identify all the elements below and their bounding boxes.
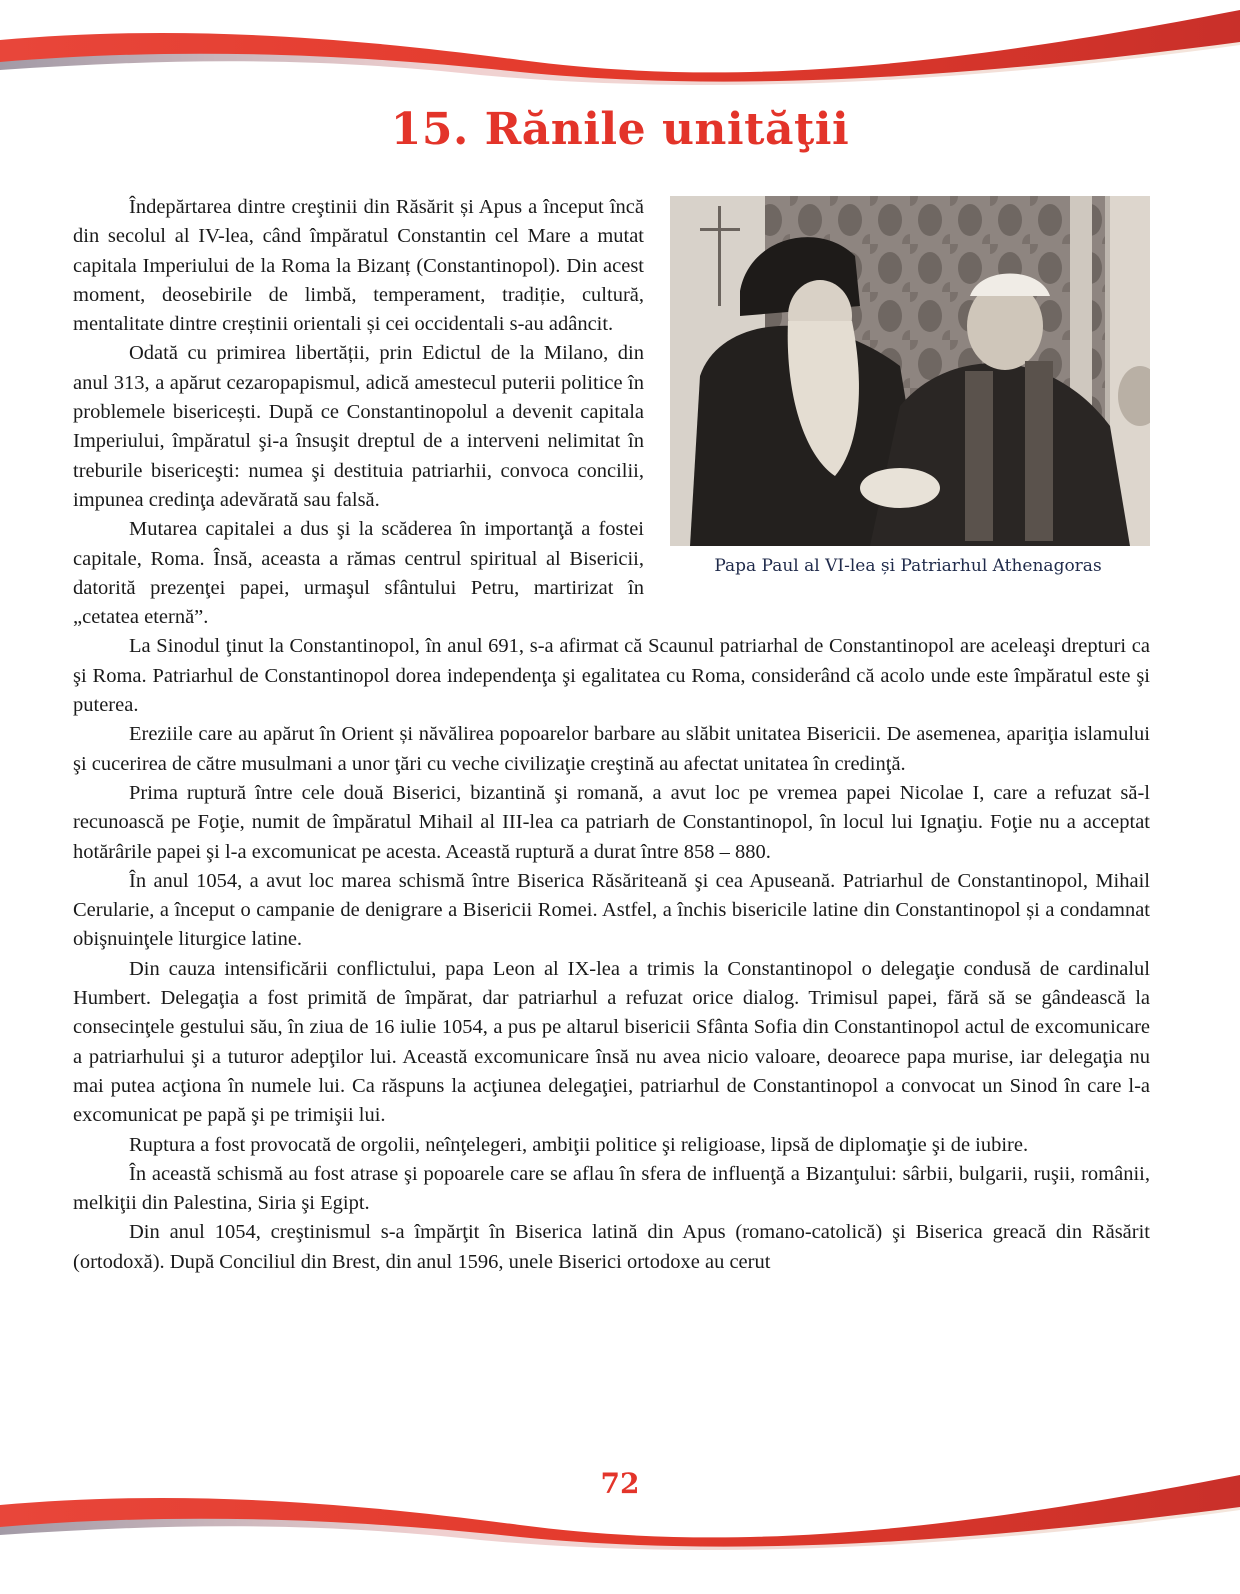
paragraph: Ruptura a fost provocată de orgolii, neînţelegeri, ambiţii politice şi religioase, lipsă de diplomaţie şi de iubire. [129,1133,1029,1156]
paragraph: Ereziile care au apărut în Orient și năvălirea popoarelor barbare au slăbit unitatea Bisericii. De asemenea, apariţia islamului şi cucerirea de către musulmani a unor ţări cu veche civilizaţie creştină au afectat unitatea în credinţă. [73,723,1150,775]
decorative-wave-bottom [0,1430,1240,1570]
historical-photo [670,196,1150,546]
paragraph: Odată cu primirea libertății, prin Edictul de la Milano, din anul 313, a apărut cezaropapismul, adică amestecul puterii politice în problemele bisericești. După ce Constantinopolul a devenit capitala Imperiului, împăratul şi-a însuşit dreptul de a interveni nelimitat în treburile bisericeşti: numea şi destituia patriarhii, convoca concilii, impunea credinţa adevărată sau falsă. [73,342,644,511]
paragraph: Prima ruptură între cele două Biserici, bizantină şi romană, a avut loc pe vremea papei Nicolae I, care a refuzat să-l recunoască pe Foţie, numit de împăratul Mihail al III-lea ca patriarh de Constantinopol, în locul lui Ignaţiu. Foţie nu a acceptat hotărârile papei şi l-a excomunicat pe acesta. Această ruptură a durat între 858 – 880. [73,781,1150,863]
photo-figure [666,196,1150,580]
article-body [73,193,1150,1277]
decorative-wave-top [0,0,1240,100]
paragraph: Din anul 1054, creştinismul s-a împărţit în Biserica latină din Apus (romano-catolică) şi Biserica greacă din Răsărit (ortodoxă). După Conciliul din Brest, din anul 1596, unele Biserici ortodoxe au cerut [73,1221,1150,1273]
page-number: 72 [600,1467,640,1500]
paragraph: La Sinodul ţinut la Constantinopol, în anul 691, s-a afirmat că Scaunul patriarhal de Constantinopol are aceleaşi drepturi ca şi Roma. Patriarhul de Constantinopol dorea independenţa şi egalitatea cu Roma, considerând că acolo unde este împăratul este şi puterea. [73,635,1150,717]
paragraph: În anul 1054, a avut loc marea schismă între Biserica Răsăriteană şi cea Apuseană. Patriarhul de Constantinopol, Mihail Cerularie, a început o campanie de denigrare a Bisericii Romei. Astfel, a închis bisericile latine din Constantinopol și a condamnat obişnuinţele liturgice latine. [73,869,1150,951]
paragraph: Mutarea capitalei a dus şi la scăderea în importanţă a fostei capitale, Roma. Însă, aceasta a rămas centrul spiritual al Bisericii, datorită prezenţei papei, urmaşul sfântului Petru, martirizat în „cetatea eternă”. [73,518,644,629]
page-title: 15. Rănile unităţii [390,104,850,155]
paragraph: Îndepărtarea dintre creştinii din Răsărit și Apus a început încă din secolul al IV-lea, când împăratul Constantin cel Mare a mutat capitala Imperiului de la Roma la Bizanț (Constantinopol). Din acest moment, deosebirile de limbă, temperament, tradiție, cultură, mentalitate dintre creștinii orientali și cei occidentali s-au adâncit. [73,196,644,336]
photo-caption: Papa Paul al VI-lea și Patriarhul Athenagoras [714,556,1102,576]
paragraph: În această schismă au fost atrase şi popoarele care se aflau în sfera de influenţă a Bizanţului: sârbii, bulgarii, ruşii, românii, melkiţii din Palestina, Siria şi Egipt. [73,1162,1150,1215]
paragraph: Din cauza intensificării conflictului, papa Leon al IX-lea a trimis la Constantinopol o delegaţie condusă de cardinalul Humbert. Delegaţia a fost primită de împărat, dar patriarhul a refuzat orice dialog. Trimisul papei, fără să se gândească la consecinţele gestului său, în ziua de 16 iulie 1054, a pus pe altarul bisericii Sfânta Sofia din Constantinopol actul de excomunicare a patriarhului şi a tuturor adepţilor lui. Această excomunicare însă nu avea nicio valoare, deoarece papa murise, iar delegaţia nu mai putea acţiona în numele lui. Ca răspuns la acţiunea delegaţiei, patriarhul de Constantinopol a convocat un Sinod în care l-a excomunicat pe papă şi pe trimişii lui. [73,957,1150,1127]
